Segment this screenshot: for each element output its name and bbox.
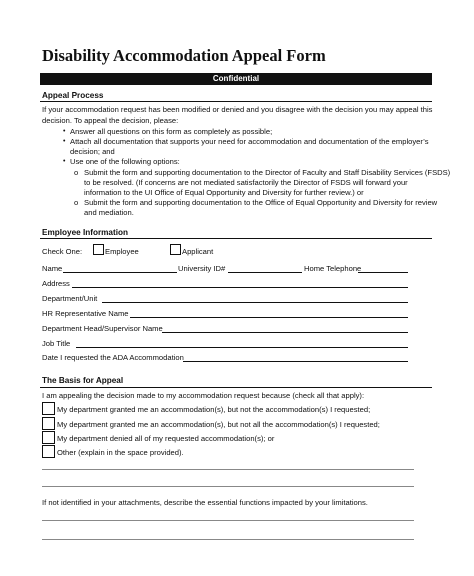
dept-head-label: Department Head/Supervisor Name — [42, 324, 163, 333]
bullet-answer-questions: Answer all questions on this form as completely as possible; — [70, 127, 273, 136]
job-title-field[interactable] — [76, 347, 408, 348]
basis-option-4-label: Other (explain in the space provided). — [57, 448, 184, 457]
name-field[interactable] — [63, 272, 177, 273]
date-requested-label: Date I requested the ADA Accommodation — [42, 353, 184, 362]
explain-line[interactable] — [42, 469, 414, 470]
job-title-label: Job Title — [42, 339, 71, 348]
form-title: Disability Accommodation Appeal Form — [42, 46, 326, 65]
hr-rep-field[interactable] — [130, 317, 408, 318]
bullet-icon: • — [63, 128, 66, 135]
basis-option-3-label: My department denied all of my requested accommodation(s); or — [57, 434, 275, 443]
home-telephone-label: Home Telephone — [304, 264, 362, 273]
basis-option-1-label: My department granted me an accommodation(s), but not the accommodation(s) I requested; — [57, 405, 371, 414]
department-unit-field[interactable] — [102, 302, 408, 303]
bullet-attach-docs-line-1: Attach all documentation that supports your need for accommodation and documentation of the employer’s — [70, 137, 429, 146]
option-fsds-line-2: to be resolved. (If concerns are not mediated satisfactorily the Director of FSDS will forward your — [84, 178, 408, 187]
section-divider — [40, 387, 432, 388]
university-id-field[interactable] — [228, 272, 302, 273]
explain-line[interactable] — [42, 486, 414, 487]
name-label: Name — [42, 264, 63, 273]
basis-option-2-checkbox[interactable] — [42, 417, 55, 430]
basis-heading: The Basis for Appeal — [42, 376, 124, 385]
basis-option-2-label: My department granted me an accommodation(s), but not all the accommodation(s) I requested; — [57, 420, 380, 429]
limitations-prompt: If not identified in your attachments, describe the essential functions impacted by your limitations. — [42, 498, 368, 507]
basis-option-3-checkbox[interactable] — [42, 431, 55, 444]
limitations-line[interactable] — [42, 539, 414, 540]
bullet-icon: • — [63, 158, 66, 165]
department-unit-label: Department/Unit — [42, 294, 98, 303]
appeal-intro-line-1: If your accommodation request has been modified or denied and you disagree with the decision you may appeal this — [42, 105, 433, 114]
basis-option-4-checkbox[interactable] — [42, 445, 55, 458]
option-circle-icon: o — [74, 198, 79, 207]
basis-option-1-checkbox[interactable] — [42, 402, 55, 415]
bullet-icon: • — [63, 138, 66, 145]
hr-rep-label: HR Representative Name — [42, 309, 129, 318]
applicant-label: Applicant — [182, 247, 214, 256]
address-label: Address — [42, 279, 70, 288]
bullet-use-options: Use one of the following options: — [70, 157, 180, 166]
option-fsds-line-1: Submit the form and supporting documentation to the Director of Faculty and Staff Disability Services (FSDS) — [84, 168, 451, 177]
employee-label: Employee — [105, 247, 139, 256]
option-eod-line-1: Submit the form and supporting documentation to the Office of Equal Opportunity and Diversity for review — [84, 198, 438, 207]
university-id-label: University ID# — [178, 264, 226, 273]
check-one-label: Check One: — [42, 247, 83, 256]
option-eod-line-2: and mediation. — [84, 208, 134, 217]
date-requested-field[interactable] — [183, 361, 408, 362]
applicant-checkbox[interactable] — [170, 244, 181, 255]
employee-info-heading: Employee Information — [42, 228, 128, 237]
section-divider — [40, 101, 432, 102]
bullet-attach-docs-line-2: decision; and — [70, 147, 115, 156]
option-circle-icon: o — [74, 168, 79, 177]
option-fsds-line-3: information to the UI Office of Equal Opportunity and Diversity for further review.) or — [84, 188, 364, 197]
appeal-intro-line-2: decision. To appeal the decision, please: — [42, 116, 179, 125]
limitations-line[interactable] — [42, 520, 414, 521]
section-divider — [40, 238, 432, 239]
basis-intro: I am appealing the decision made to my accommodation request because (check all that apply): — [42, 391, 365, 400]
employee-checkbox[interactable] — [93, 244, 104, 255]
dept-head-field[interactable] — [162, 332, 408, 333]
appeal-process-heading: Appeal Process — [42, 91, 104, 100]
home-telephone-field[interactable] — [358, 272, 408, 273]
confidential-banner: Confidential — [40, 73, 432, 85]
address-field[interactable] — [72, 287, 408, 288]
